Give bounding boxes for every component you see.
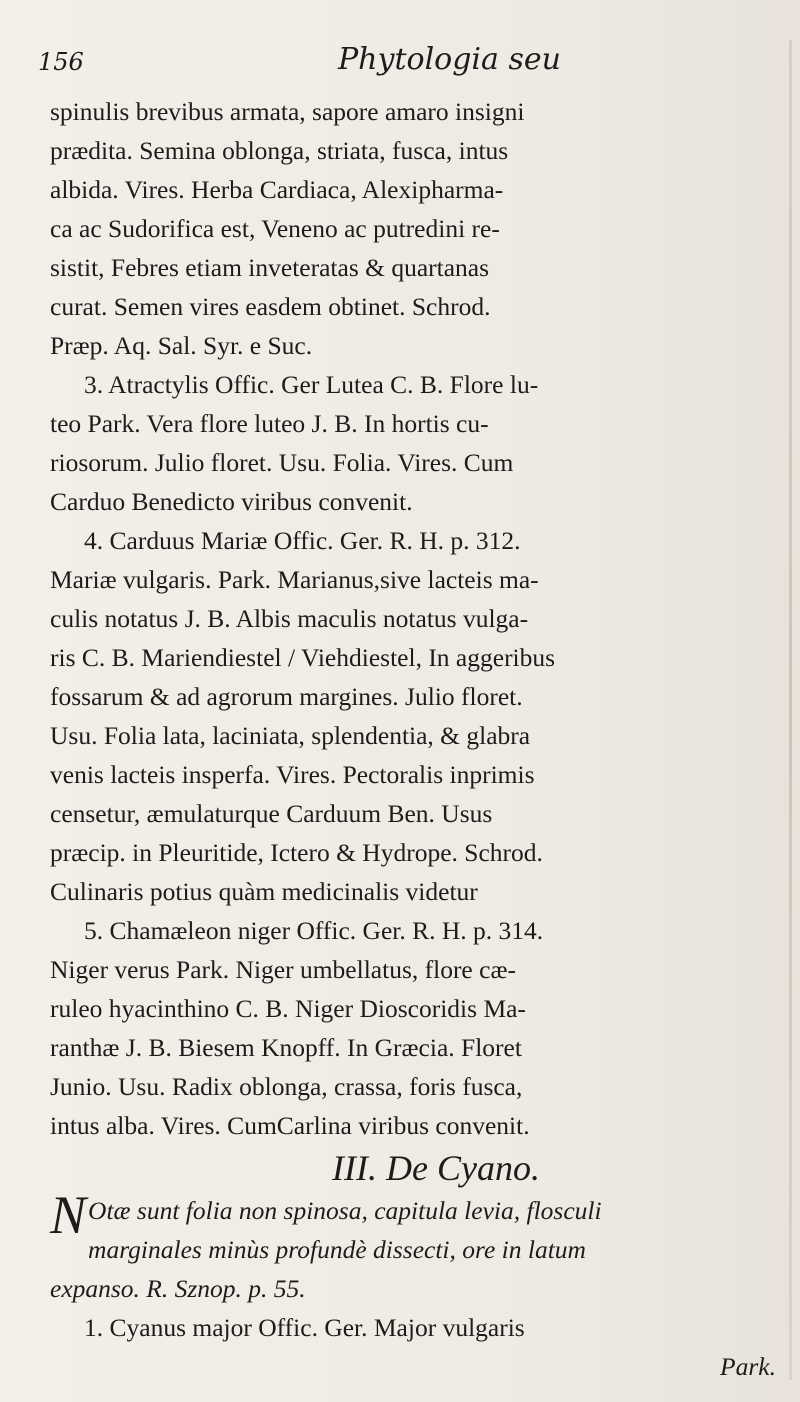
text-line: prædita. Semina oblonga, striata, fusca, intus [50, 136, 509, 165]
note-line: marginales minùs profundè dissecti, ore in latum [88, 1235, 586, 1264]
page-body [50, 92, 782, 1386]
text-line: Niger verus Park. Niger umbellatus, flore cæ- [50, 955, 516, 984]
text-line: 1. Cyanus major Offic. Ger. Major vulgaris [84, 1313, 525, 1342]
note-line: expanso. R. Sznop. p. 55. [50, 1274, 306, 1303]
text-line: spinulis brevibus armata, sapore amaro insigni [50, 97, 525, 126]
text-line: albida. Vires. Herba Cardiaca, Alexipharma- [50, 175, 504, 204]
page-edge [789, 40, 792, 1380]
text-line: Culinaris potius quàm medicinalis videtur [50, 877, 478, 906]
text-line: Usu. Folia lata, laciniata, splendentia, & glabra [50, 721, 531, 750]
text-line: 4. Carduus Mariæ Offic. Ger. R. H. p. 312. [84, 526, 521, 555]
text-line: censetur, æmulaturque Carduum Ben. Usus [50, 799, 493, 828]
catchword: Park. [720, 1352, 776, 1381]
text-line: ranthæ J. B. Biesem Knopff. In Græcia. Floret [50, 1033, 522, 1062]
text-line: intus alba. Vires. CumCarlina viribus convenit. [50, 1111, 530, 1140]
text-line: fossarum & ad agrorum margines. Julio floret. [50, 682, 523, 711]
section-note [50, 1185, 782, 1308]
text-line: sistit, Febres etiam inveteratas & quartanas [50, 253, 490, 282]
text-line: Junio. Usu. Radix oblonga, crassa, foris fusca, [50, 1072, 523, 1101]
text-line: riosorum. Julio floret. Usu. Folia. Vires. Cum [50, 448, 514, 477]
note-line: Otæ sunt folia non spinosa, capitula levia, flosculi [88, 1196, 602, 1225]
running-title: Phytologia seu [338, 42, 561, 77]
text-line: teo Park. Vera flore luteo J. B. In hortis cu- [50, 409, 489, 438]
text-line: Præp. Aq. Sal. Syr. e Suc. [50, 331, 313, 360]
section-heading: III. De Cyano. [332, 1148, 540, 1188]
text-line: ris C. B. Mariendiestel / Viehdiestel, In aggeribus [50, 643, 556, 672]
text-line: præcip. in Pleuritide, Ictero & Hydrope. Schrod. [50, 838, 543, 867]
text-line: ca ac Sudorifica est, Veneno ac putredini re- [50, 214, 500, 243]
page-number: 156 [38, 48, 84, 76]
drop-cap: N [50, 1185, 87, 1245]
text-line: ruleo hyacinthino C. B. Niger Dioscoridis Ma- [50, 994, 526, 1023]
text-line: venis lacteis insperfa. Vires. Pectoralis inprimis [50, 760, 535, 789]
text-line: culis notatus J. B. Albis maculis notatus vulga- [50, 604, 529, 633]
text-line: Mariæ vulgaris. Park. Marianus,sive lacteis ma- [50, 565, 539, 594]
page-header [38, 42, 778, 90]
text-line: 5. Chamæleon niger Offic. Ger. R. H. p. 314. [84, 916, 544, 945]
text-line: Carduo Benedicto viribus convenit. [50, 487, 413, 516]
text-line: 3. Atractylis Offic. Ger Lutea C. B. Flore lu- [84, 370, 539, 399]
text-line: curat. Semen vires easdem obtinet. Schrod. [50, 292, 491, 321]
